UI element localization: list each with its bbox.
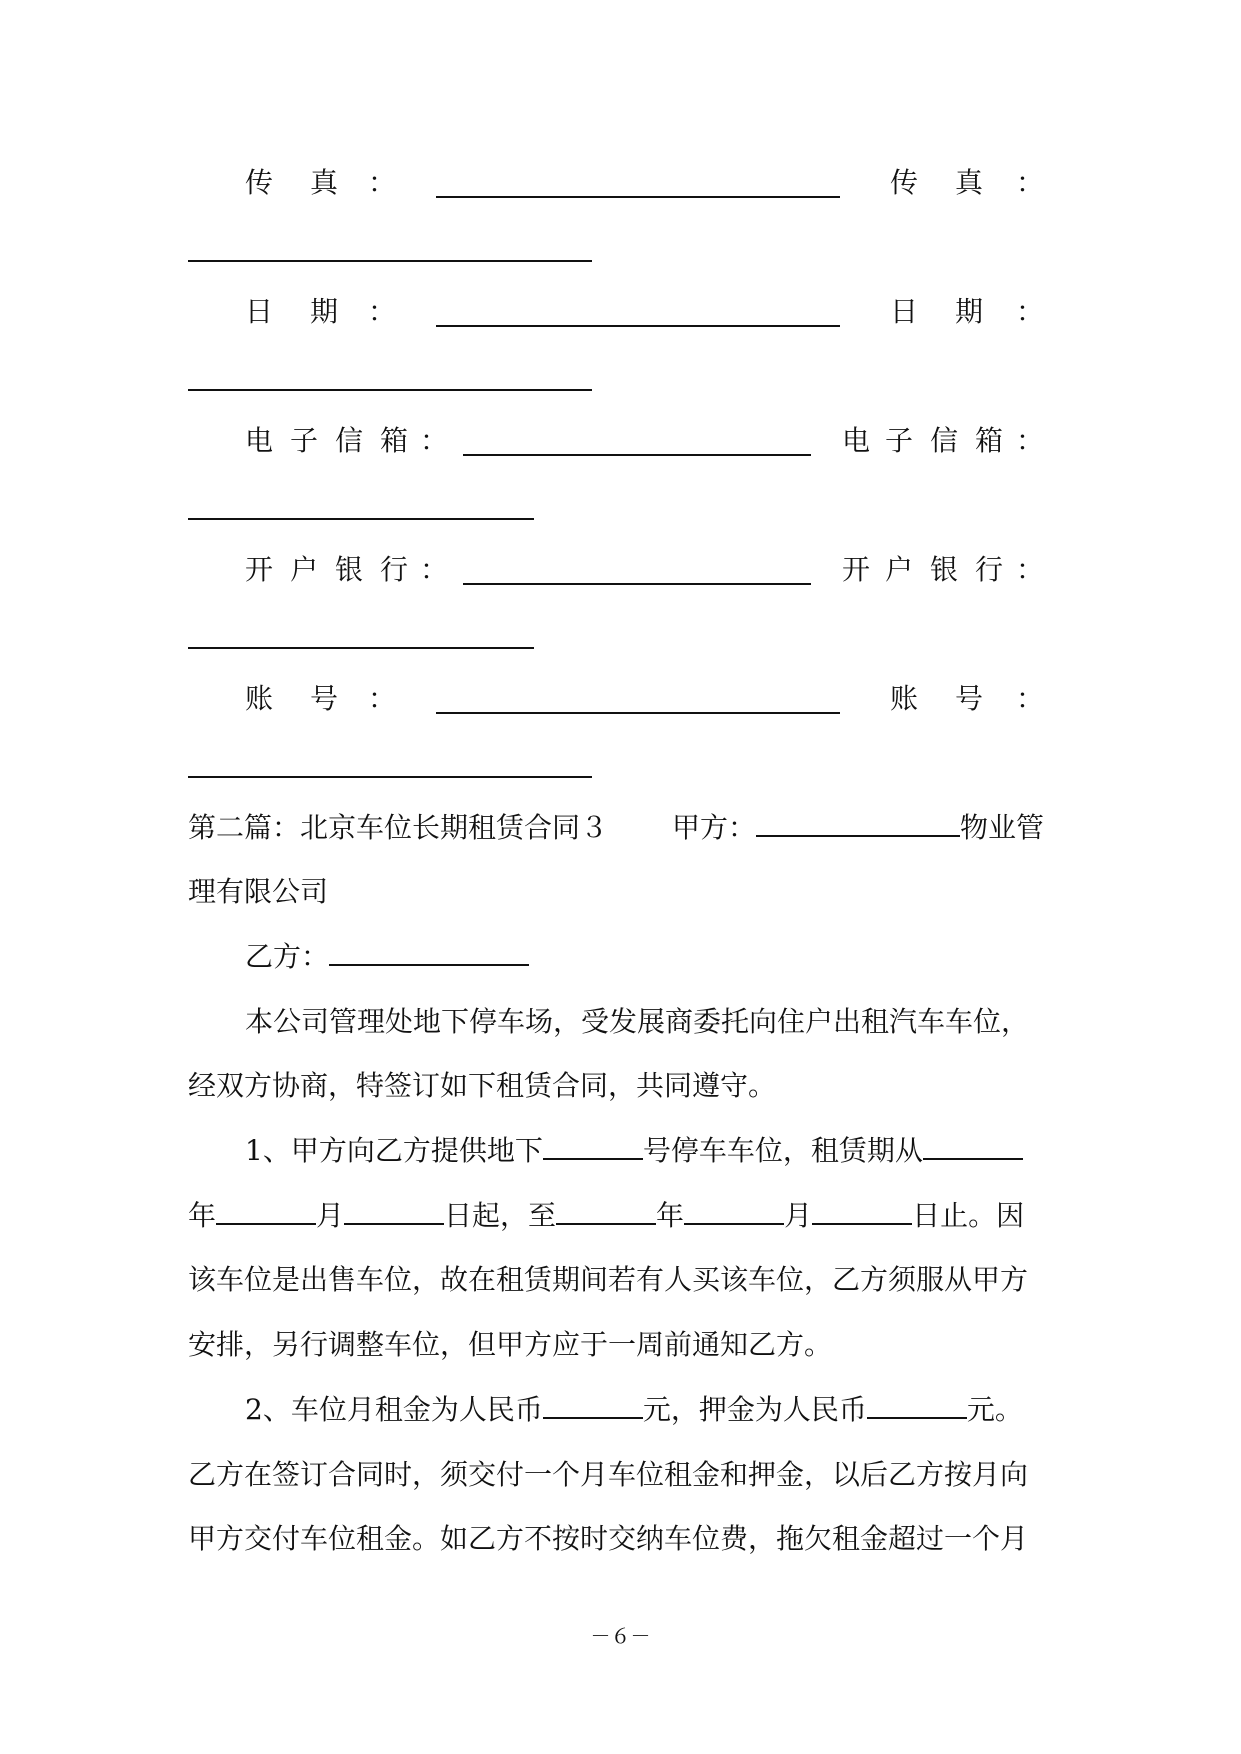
bank-label-right-3: 银 (930, 553, 959, 586)
bank-colon-left: ： (420, 553, 449, 586)
clause1-line-3: 该车位是出售车位，故在租赁期间若有人买该车位，乙方须服从甲方 (188, 1263, 1029, 1296)
clause1-month: 月 (316, 1199, 345, 1232)
party-a-blank (756, 811, 960, 837)
bank-label-left-2: 户 (290, 553, 319, 586)
bank-blank-left (463, 581, 811, 585)
fax-label-right-1: 传 (890, 166, 919, 199)
bank-colon-right: ： (1016, 553, 1045, 586)
email-label-right-4: 箱 (975, 424, 1004, 457)
fax-label-left-1: 传 (245, 166, 274, 199)
account-colon-right: ： (1016, 682, 1045, 715)
parking-number-blank (543, 1134, 643, 1160)
date-colon-left: ： (368, 295, 397, 328)
email-label-right-2: 子 (885, 424, 914, 457)
fax-colon-left: ： (368, 166, 397, 199)
start-month-blank (216, 1199, 316, 1225)
party-b-blank (329, 940, 529, 966)
account-blank-right (188, 774, 592, 778)
intro-line-2: 经双方协商，特签订如下租赁合同，共同遵守。 (188, 1069, 777, 1102)
email-label-left-3: 信 (335, 424, 364, 457)
account-colon-left: ： (368, 682, 397, 715)
fax-blank-right (188, 258, 592, 262)
clause2-part-c: 元。 (966, 1393, 1023, 1426)
clause1-part-a: 1、甲方向乙方提供地下 (245, 1134, 543, 1167)
fax-label-right-2: 真 (955, 166, 984, 199)
party-b-label: 乙方： (245, 940, 330, 973)
fax-blank-left (436, 194, 840, 198)
page-number: －６－ (590, 1624, 651, 1648)
clause1-year: 年 (188, 1199, 217, 1232)
end-year-blank (556, 1199, 656, 1225)
party-a-continuation: 理有限公司 (188, 875, 329, 908)
account-label-right-2: 号 (955, 682, 984, 715)
date-label-right-1: 日 (890, 295, 919, 328)
clause1-year-2: 年 (656, 1199, 685, 1232)
section-title-line (188, 808, 608, 848)
fax-row (245, 163, 273, 203)
deposit-blank (867, 1393, 967, 1419)
clause1-month-2: 月 (784, 1199, 813, 1232)
clause1-from-to: 日起，至 (444, 1199, 557, 1232)
clause2-part-a: 2、车位月租金为人民币 (245, 1393, 543, 1426)
bank-label-left-3: 银 (335, 553, 364, 586)
section-title: 第二篇：北京车位长期租赁合同３ (188, 811, 609, 844)
date-label-left-1: 日 (245, 295, 274, 328)
end-month-blank (684, 1199, 784, 1225)
start-year-blank (923, 1134, 1023, 1160)
date-label-left-2: 期 (310, 295, 339, 328)
email-blank-left (463, 452, 811, 456)
email-colon-right: ： (1016, 424, 1045, 457)
clause2-part-b: 元，押金为人民币 (642, 1393, 867, 1426)
clause1-end: 日止。因 (912, 1199, 1025, 1232)
bank-label-right-1: 开 (842, 553, 871, 586)
bank-blank-right (188, 645, 534, 649)
fax-label-left-2: 真 (310, 166, 339, 199)
end-day-blank (812, 1199, 912, 1225)
email-label-right-1: 电 (842, 424, 871, 457)
clause2-line-3: 甲方交付车位租金。如乙方不按时交纳车位费，拖欠租金超过一个月 (188, 1522, 1029, 1555)
clause1-line-4: 安排，另行调整车位，但甲方应于一周前通知乙方。 (188, 1328, 833, 1361)
email-blank-right (188, 516, 534, 520)
clause1-part-b: 号停车车位，租赁期从 (642, 1134, 923, 1167)
account-label-left-2: 号 (310, 682, 339, 715)
party-a-suffix: 物业管 (960, 811, 1045, 844)
email-label-right-3: 信 (930, 424, 959, 457)
date-colon-right: ： (1016, 295, 1045, 328)
clause2-line-2: 乙方在签订合同时，须交付一个月车位租金和押金，以后乙方按月向 (188, 1458, 1029, 1491)
bank-label-right-2: 户 (885, 553, 914, 586)
email-label-left-1: 电 (245, 424, 274, 457)
bank-label-left-4: 行 (380, 553, 409, 586)
monthly-rent-blank (543, 1393, 643, 1419)
intro-line-1: 本公司管理处地下停车场，受发展商委托向住户出租汽车车位， (245, 1005, 1030, 1038)
party-a-label: 甲方： (672, 811, 757, 844)
email-label-left-4: 箱 (380, 424, 409, 457)
date-label-right-2: 期 (955, 295, 984, 328)
account-label-right-1: 账 (890, 682, 919, 715)
date-blank-left (436, 323, 840, 327)
bank-label-left-1: 开 (245, 553, 274, 586)
email-colon-left: ： (420, 424, 449, 457)
bank-label-right-4: 行 (975, 553, 1004, 586)
date-blank-right (188, 387, 592, 391)
start-day-blank (344, 1199, 444, 1225)
account-label-left-1: 账 (245, 682, 274, 715)
fax-colon-right: ： (1016, 166, 1045, 199)
email-label-left-2: 子 (290, 424, 319, 457)
account-blank-left (436, 710, 840, 714)
